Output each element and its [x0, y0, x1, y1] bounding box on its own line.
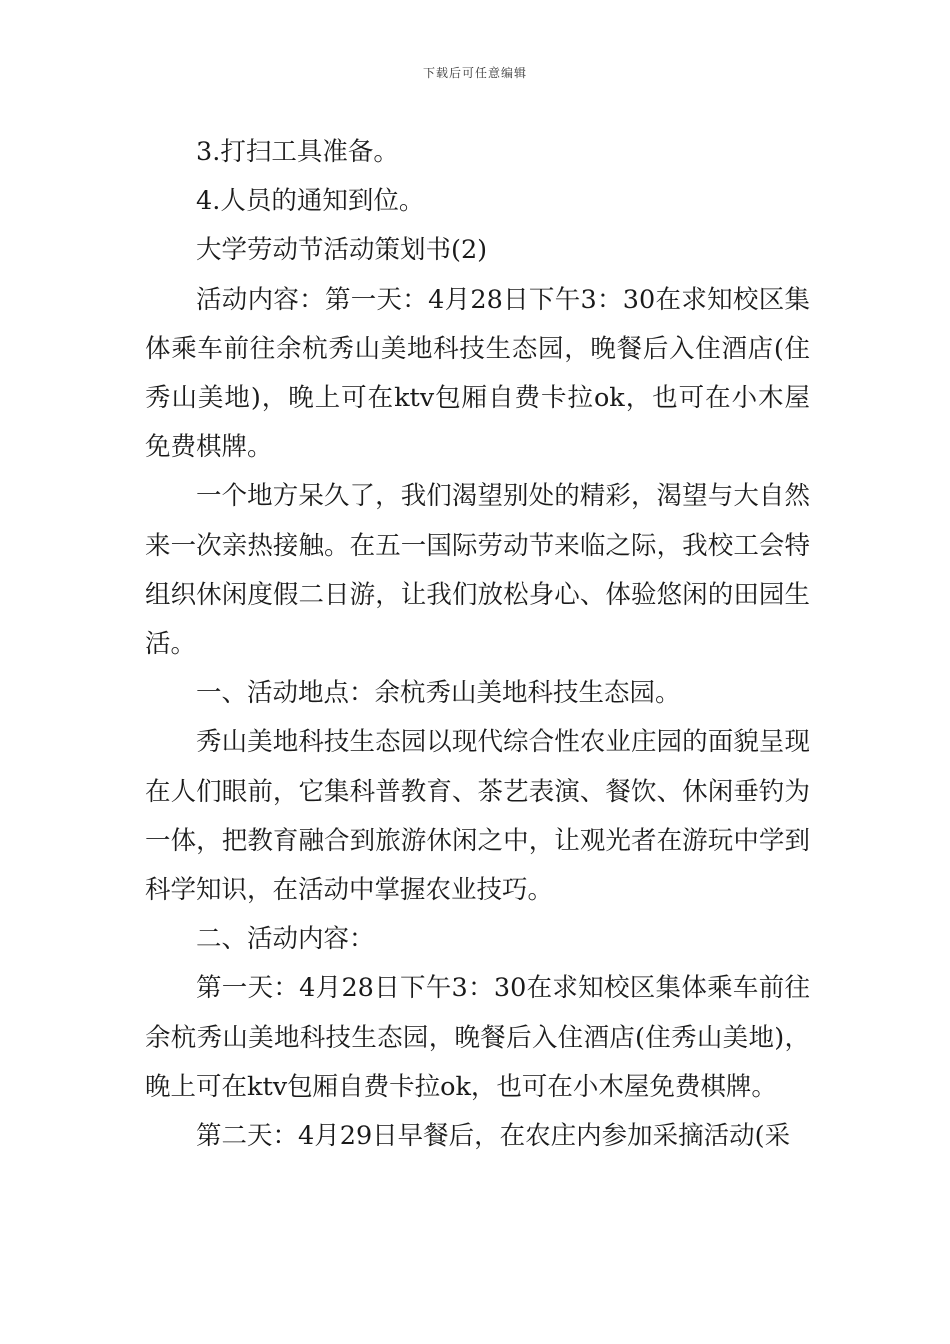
paragraph-day-two: 第二天：4月29日早餐后，在农庄内参加采摘活动(采	[196, 1121, 791, 1152]
paragraph-tools: 3.打扫工具准备。	[196, 137, 399, 167]
page-header: 下载后可任意编辑	[422, 66, 527, 80]
paragraph-intro: 一个地方呆久了，我们渴望别处的精彩，渴望与大自然来一次亲热接触。在五一国际劳动节来临之际，我校工会特组织休闲度假二日游，让我们放松身心、体验悠闲的田园生活。	[145, 481, 810, 660]
paragraph-day-one: 第一天：4月28日下午3：30在求知校区集体乘车前往余杭秀山美地科技生态园，晚餐后入住酒店(住秀山美地)，晚上可在ktv包厢自费卡拉ok，也可在小木屋免费棋牌。	[145, 973, 810, 1102]
paragraph-location-desc: 秀山美地科技生态园以现代综合性农业庄园的面貌呈现在人们眼前，它集科普教育、茶艺表演、餐饮、休闲垂钓为一体，把教育融合到旅游休闲之中，让观光者在游玩中学到科学知识，在活动中掌握农业技巧。	[145, 727, 810, 906]
section-title: 大学劳动节活动策划书(2)	[196, 235, 488, 266]
heading-content: 二、活动内容：	[196, 924, 375, 955]
heading-location: 一、活动地点：余杭秀山美地科技生态园。	[196, 678, 681, 709]
paragraph-notice: 4.人员的通知到位。	[196, 186, 425, 217]
document-body	[145, 128, 810, 1161]
paragraph-activity-content: 活动内容：第一天：4月28日下午3：30在求知校区集体乘车前往余杭秀山美地科技生态园，晚餐后入住酒店(住秀山美地)，晚上可在ktv包厢自费卡拉ok，也可在小木屋免费棋牌。	[145, 284, 810, 463]
